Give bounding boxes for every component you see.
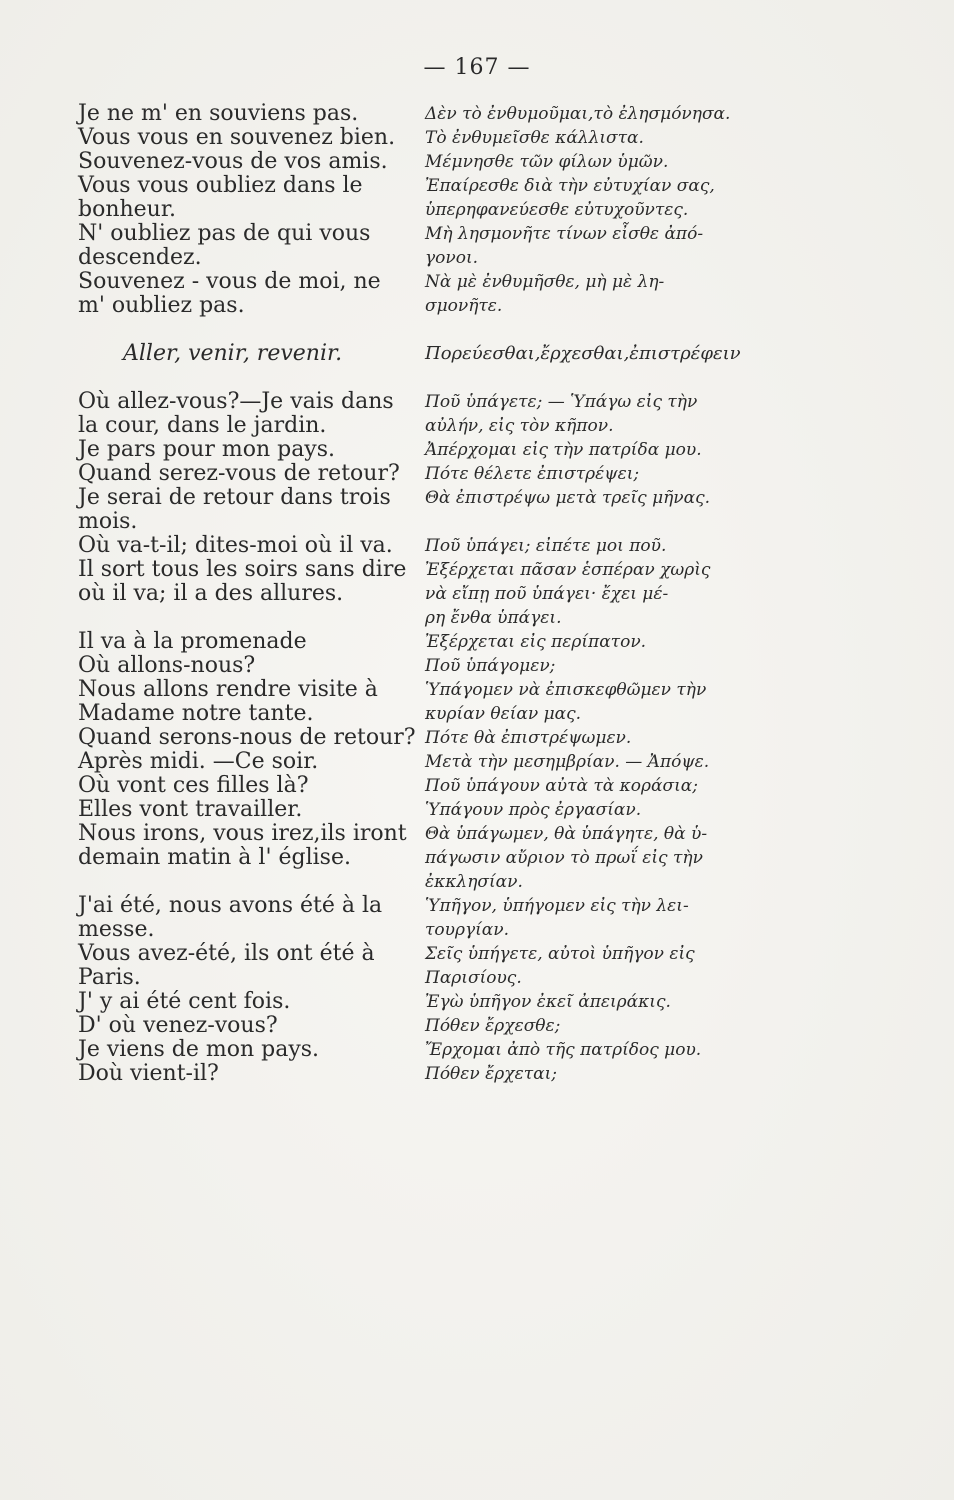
text-line: Je serai de retour dans trois	[78, 485, 391, 510]
blank-line	[78, 366, 408, 390]
text-line: où il va; il a des allures.	[78, 581, 344, 606]
blank-line	[425, 318, 765, 342]
text-line: Νὰ μὲ ἐνθυμῆσθε, μὴ μὲ λη-	[425, 272, 665, 292]
text-line: Ὑπάγουν πρὸς ἐργασίαν.	[425, 800, 642, 820]
text-line: descendez.	[78, 245, 202, 270]
page-number: — 167 —	[423, 55, 531, 80]
text-line: Où allons-nous?	[78, 653, 256, 678]
text-line: Δὲν τὸ ἐνθυμοῦμαι,τὸ ἐλησμόνησα.	[425, 104, 731, 124]
text-line: Madame notre tante.	[78, 701, 314, 726]
blank-line	[425, 366, 765, 390]
text-line: bonheur.	[78, 197, 176, 222]
text-line: νὰ εἴπῃ ποῦ ὑπάγει· ἔχει μέ-	[425, 584, 669, 604]
text-line: Πόθεν ἔρχεται;	[425, 1064, 557, 1084]
text-line: Ὑπῆγον, ὑπήγομεν εἰς τὴν λει-	[425, 896, 689, 916]
text-line: Vous vous oubliez dans le	[78, 173, 363, 198]
text-line: Souvenez - vous de moi, ne	[78, 269, 381, 294]
text-line: Ἔρχομαι ἀπὸ τῆς πατρίδος μου.	[425, 1040, 702, 1060]
text-line: Ποῦ ὑπάγετε; — Ὑπάγω εἰς τὴν	[425, 392, 698, 412]
text-line: Πότε θὰ ἐπιστρέψωμεν.	[425, 728, 632, 748]
text-line: Ἀπέρχομαι εἰς τὴν πατρίδα μου.	[425, 440, 702, 460]
text-line: σμονῆτε.	[425, 296, 503, 316]
text-line: Quand serons-nous de retour?	[78, 725, 416, 750]
text-line: Je viens de mon pays.	[78, 1037, 320, 1062]
text-line: Où va-t-il; dites-moi où il va.	[78, 533, 393, 558]
text-line: Ἐπαίρεσθε διὰ τὴν εὐτυχίαν σας,	[425, 176, 715, 196]
text-line: Ποῦ ὑπάγομεν;	[425, 656, 556, 676]
text-line: Ἐγὼ ὑπῆγον ἐκεῖ ἀπειράκις.	[425, 992, 671, 1012]
text-line: Ὑπάγομεν νὰ ἐπισκεφθῶμεν τὴν	[425, 680, 707, 700]
text-line: Παρισίους.	[425, 968, 522, 988]
text-line: ρη ἔνθα ὑπάγει.	[425, 608, 562, 628]
text-line: Ποῦ ὑπάγουν αὐτὰ τὰ κοράσια;	[425, 776, 698, 796]
text-line: Μέμνησθε τῶν φίλων ὑμῶν.	[425, 152, 669, 172]
text-line: ὑπερηφανεύεσθε εὐτυχοῦντες.	[425, 200, 689, 220]
blank-line	[78, 318, 408, 342]
text-line: J'ai été, nous avons été à la	[78, 893, 383, 918]
text-line: ἐκκλησίαν.	[425, 872, 523, 892]
text-line: Quand serez-vous de retour?	[78, 461, 400, 486]
text-line: Souvenez-vous de vos amis.	[78, 149, 388, 174]
text-line: Doù vient-il?	[78, 1061, 219, 1086]
blank-line	[425, 510, 765, 534]
text-line: Paris.	[78, 965, 141, 990]
text-line: Après midi. —Ce soir.	[78, 749, 319, 774]
text-line: Vous avez-été, ils ont été à	[78, 941, 375, 966]
text-line: τουργίαν.	[425, 920, 510, 940]
text-line: Je pars pour mon pays.	[78, 437, 336, 462]
text-line: Ἐξέρχεται πᾶσαν ἑσπέραν χωρὶς	[425, 560, 711, 580]
section-heading: Πορεύεσθαι,ἔρχεσθαι,ἐπιστρέφειν	[425, 343, 741, 364]
text-line: Vous vous en souvenez bien.	[78, 125, 396, 150]
text-line: κυρίαν θείαν μας.	[425, 704, 582, 724]
text-line: Πόθεν ἔρχεσθε;	[425, 1016, 561, 1036]
text-line: Je ne m' en souviens pas.	[78, 101, 359, 126]
text-line: Où allez-vous?—Je vais dans	[78, 389, 394, 414]
text-line: Nous irons, vous irez,ils iront	[78, 821, 407, 846]
text-line: messe.	[78, 917, 155, 942]
text-line: Μετὰ τὴν μεσημβρίαν. — Ἀπόψε.	[425, 752, 710, 772]
french-column	[78, 101, 416, 1086]
text-line: Où vont ces filles là?	[78, 773, 309, 798]
greek-column	[425, 102, 765, 1086]
text-line: Il va à la promenade	[78, 629, 307, 654]
text-line: m' oubliez pas.	[78, 293, 245, 318]
text-line: N' oubliez pas de qui vous	[78, 221, 371, 246]
text-line: Ποῦ ὑπάγει; εἰπέτε μοι ποῦ.	[425, 536, 667, 556]
text-line: Θὰ ἐπιστρέψω μετὰ τρεῖς μῆνας.	[425, 488, 711, 508]
text-line: αὐλήν, εἰς τὸν κῆπον.	[425, 416, 614, 436]
text-line: Ἐξέρχεται εἰς περίπατον.	[425, 632, 647, 652]
text-line: Il sort tous les soirs sans dire	[78, 557, 407, 582]
text-line: Μὴ λησμονῆτε τίνων εἶσθε ἀπό-	[425, 224, 704, 244]
text-line: mois.	[78, 509, 138, 534]
text-line: J' y ai été cent fois.	[78, 989, 291, 1014]
text-line: Θὰ ὑπάγωμεν, θὰ ὑπάγητε, θὰ ὑ-	[425, 824, 708, 844]
section-heading: Aller, venir, revenir.	[123, 341, 343, 366]
text-line: Nous allons rendre visite à	[78, 677, 378, 702]
text-line: D' où venez-vous?	[78, 1013, 278, 1038]
blank-line	[78, 606, 408, 630]
text-line: Πότε θέλετε ἐπιστρέψει;	[425, 464, 640, 484]
text-line: Τὸ ἐνθυμεῖσθε κάλλιστα.	[425, 128, 644, 148]
text-line: γονοι.	[425, 248, 479, 268]
text-line: demain matin à l' église.	[78, 845, 351, 870]
blank-line	[78, 870, 408, 894]
text-line: la cour, dans le jardin.	[78, 413, 327, 438]
text-line: πάγωσιν αὔριον τὸ πρωΐ εἰς τὴν	[425, 848, 703, 868]
text-line: Elles vont travailler.	[78, 797, 303, 822]
text-line: Σεῖς ὑπήγετε, αὐτοὶ ὑπῆγον εἰς	[425, 944, 695, 964]
